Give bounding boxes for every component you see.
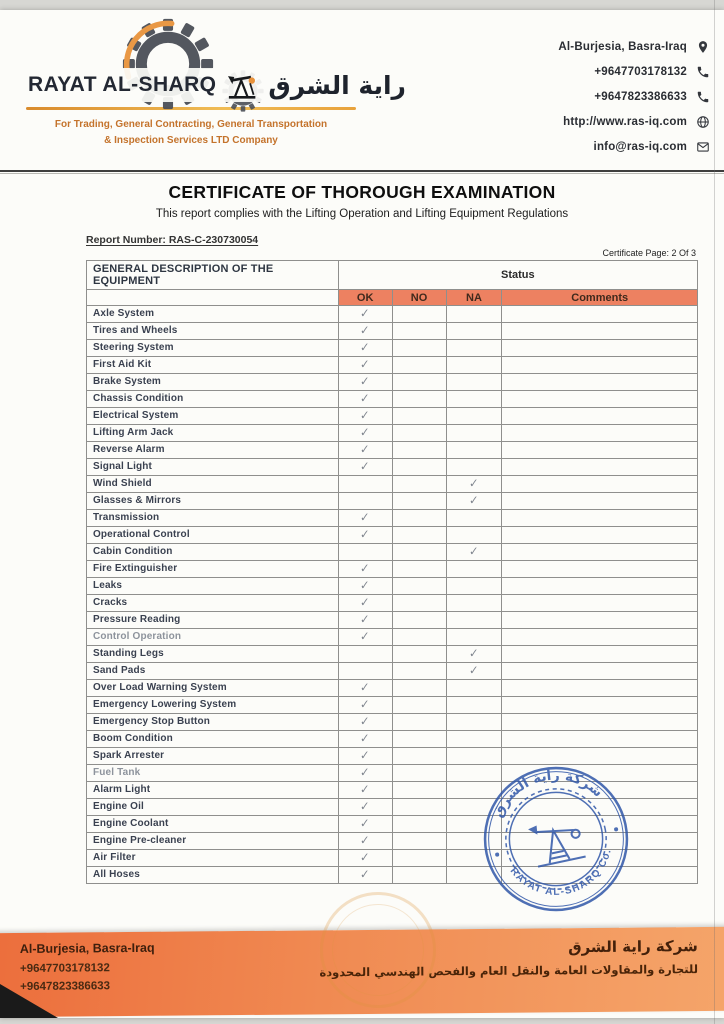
status-cell-no	[392, 595, 446, 612]
checkmark-icon: ✓	[360, 696, 370, 712]
checkmark-icon: ✓	[360, 509, 370, 525]
certificate-subtitle: This report complies with the Lifting Operation and Lifting Equipment Regulations	[155, 208, 569, 220]
phone-icon	[696, 90, 710, 104]
status-cell-no	[392, 629, 446, 646]
status-cell-ok	[338, 578, 392, 595]
checkmark-icon: ✓	[360, 339, 370, 355]
equipment-item-label: First Aid Kit	[87, 357, 339, 374]
equipment-item-label: Axle System	[87, 306, 339, 323]
checkmark-icon: ✓	[360, 424, 370, 440]
equipment-row	[87, 459, 698, 476]
checkmark-icon: ✓	[469, 492, 479, 508]
equipment-item-label: Steering System	[87, 340, 339, 357]
status-cell-comments	[502, 442, 698, 459]
equipment-item-label: Boom Condition	[87, 731, 339, 748]
status-cell-comments	[502, 340, 698, 357]
status-cell-comments	[502, 561, 698, 578]
tagline-line-1: For Trading, General Contracting, General Transportation	[54, 119, 328, 130]
status-cell-comments	[502, 578, 698, 595]
status-cell-ok	[338, 323, 392, 340]
report-number: Report Number: RAS-C-230730054	[86, 234, 259, 246]
equipment-item-label: Emergency Lowering System	[87, 697, 339, 714]
contact-line	[460, 115, 710, 129]
status-cell-ok	[338, 646, 392, 663]
company-name-row	[26, 68, 408, 102]
contact-text: +9647823386633	[594, 91, 687, 103]
status-cell-na	[446, 629, 502, 646]
status-cell-no	[392, 459, 446, 476]
checkmark-icon: ✓	[360, 747, 370, 763]
status-cell-ok	[338, 816, 392, 833]
equipment-item-label: Emergency Stop Button	[87, 714, 339, 731]
column-header-no: NO	[392, 290, 446, 306]
checkmark-icon: ✓	[360, 305, 370, 321]
status-cell-ok	[338, 340, 392, 357]
status-cell-no	[392, 357, 446, 374]
checkmark-icon: ✓	[360, 322, 370, 338]
status-cell-comments	[502, 306, 698, 323]
equipment-item-label: Leaks	[87, 578, 339, 595]
status-cell-no	[392, 442, 446, 459]
equipment-item-label: Engine Oil	[87, 799, 339, 816]
page	[0, 10, 724, 1018]
status-cell-comments	[502, 408, 698, 425]
equipment-item-label: Fire Extinguisher	[87, 561, 339, 578]
status-cell-no	[392, 765, 446, 782]
equipment-row	[87, 493, 698, 510]
phone-icon	[696, 65, 710, 79]
status-cell-no	[392, 850, 446, 867]
status-cell-no	[392, 340, 446, 357]
status-cell-ok	[338, 408, 392, 425]
equipment-row	[87, 340, 698, 357]
status-cell-no	[392, 561, 446, 578]
status-cell-no	[392, 306, 446, 323]
status-cell-na	[446, 595, 502, 612]
checkmark-icon: ✓	[469, 543, 479, 559]
equipment-item-label: Lifting Arm Jack	[87, 425, 339, 442]
status-cell-no	[392, 646, 446, 663]
status-cell-ok	[338, 629, 392, 646]
status-cell-na	[446, 663, 502, 680]
status-cell-ok	[338, 850, 392, 867]
company-name: RAYAT AL-SHARQ	[28, 73, 217, 96]
status-cell-comments	[502, 680, 698, 697]
status-cell-no	[392, 680, 446, 697]
checkmark-icon: ✓	[360, 407, 370, 423]
equipment-item-label: All Hoses	[87, 867, 339, 884]
checkmark-icon: ✓	[360, 866, 370, 882]
status-cell-na	[446, 731, 502, 748]
status-cell-na	[446, 714, 502, 731]
equipment-row	[87, 561, 698, 578]
status-cell-no	[392, 527, 446, 544]
stamp-latin-text: RAYAT AL-SHARQ Co.	[507, 847, 614, 898]
equipment-item-label: Air Filter	[87, 850, 339, 867]
certificate-title: CERTIFICATE OF THOROUGH EXAMINATION	[168, 182, 556, 202]
status-cell-na	[446, 391, 502, 408]
equipment-row	[87, 714, 698, 731]
checkmark-icon: ✓	[469, 662, 479, 678]
table-header-empty-cell	[87, 290, 339, 306]
status-cell-comments	[502, 493, 698, 510]
pumpjack-icon	[225, 70, 261, 100]
status-cell-no	[392, 323, 446, 340]
status-cell-comments	[502, 374, 698, 391]
status-cell-comments	[502, 357, 698, 374]
checkmark-icon: ✓	[360, 594, 370, 610]
equipment-item-label: Reverse Alarm	[87, 442, 339, 459]
status-cell-ok	[338, 561, 392, 578]
checkmark-icon: ✓	[360, 458, 370, 474]
equipment-row	[87, 442, 698, 459]
company-stamp	[466, 749, 646, 929]
globe-icon	[696, 115, 710, 129]
scan-edge-artifact	[714, 0, 715, 1024]
status-cell-ok	[338, 782, 392, 799]
equipment-row	[87, 527, 698, 544]
footer-address: Al-Burjesia, Basra-Iraq	[19, 940, 155, 956]
table-header-row-2	[87, 290, 698, 306]
status-cell-no	[392, 544, 446, 561]
checkmark-icon: ✓	[360, 764, 370, 780]
equipment-row	[87, 578, 698, 595]
status-cell-na	[446, 459, 502, 476]
contact-text: http://www.ras-iq.com	[563, 116, 687, 128]
equipment-row	[87, 731, 698, 748]
status-cell-ok	[338, 612, 392, 629]
status-cell-na	[446, 510, 502, 527]
contact-line	[460, 90, 710, 104]
equipment-item-label: Over Load Warning System	[87, 680, 339, 697]
contact-text: Al-Burjesia, Basra-Iraq	[558, 41, 687, 53]
company-logo	[26, 26, 406, 148]
certificate-page: Certificate Page: 2 Of 3	[602, 248, 696, 258]
footer-company-arabic: شركة راية الشرق	[568, 937, 698, 957]
status-cell-ok	[338, 867, 392, 884]
status-cell-no	[392, 408, 446, 425]
checkmark-icon: ✓	[360, 441, 370, 457]
status-cell-na	[446, 544, 502, 561]
status-cell-ok	[338, 595, 392, 612]
checkmark-icon: ✓	[360, 832, 370, 848]
status-cell-na	[446, 408, 502, 425]
footer-description-arabic: للتجارة والمقاولات العامة والنقل العام والفحص الهندسي المحدودة	[319, 962, 699, 980]
status-cell-comments	[502, 714, 698, 731]
equipment-row	[87, 425, 698, 442]
footer-phone-2: +9647823386633	[20, 980, 111, 994]
equipment-row	[87, 510, 698, 527]
status-cell-no	[392, 816, 446, 833]
envelope-icon	[696, 140, 710, 154]
status-cell-comments	[502, 629, 698, 646]
status-cell-na	[446, 493, 502, 510]
equipment-item-label: Pressure Reading	[87, 612, 339, 629]
status-cell-no	[392, 612, 446, 629]
status-cell-comments	[502, 391, 698, 408]
checkmark-icon: ✓	[360, 526, 370, 542]
status-cell-ok	[338, 799, 392, 816]
checkmark-icon: ✓	[360, 730, 370, 746]
status-cell-comments	[502, 425, 698, 442]
status-cell-no	[392, 714, 446, 731]
equipment-row	[87, 612, 698, 629]
status-cell-ok	[338, 731, 392, 748]
equipment-item-label: Cracks	[87, 595, 339, 612]
status-cell-na	[446, 442, 502, 459]
equipment-item-label: Brake System	[87, 374, 339, 391]
status-cell-na	[446, 680, 502, 697]
status-cell-ok	[338, 663, 392, 680]
equipment-item-label: Transmission	[87, 510, 339, 527]
status-cell-na	[446, 323, 502, 340]
checkmark-icon: ✓	[360, 713, 370, 729]
equipment-item-label: Glasses & Mirrors	[87, 493, 339, 510]
equipment-row	[87, 646, 698, 663]
equipment-row	[87, 408, 698, 425]
status-cell-no	[392, 493, 446, 510]
status-cell-no	[392, 731, 446, 748]
equipment-item-label: Operational Control	[87, 527, 339, 544]
status-cell-comments	[502, 663, 698, 680]
equipment-item-label: Engine Pre-cleaner	[87, 833, 339, 850]
contact-line	[460, 65, 710, 79]
equipment-item-label: Fuel Tank	[87, 765, 339, 782]
checkmark-icon: ✓	[360, 577, 370, 593]
page-corner-shadow	[0, 984, 58, 1018]
equipment-row	[87, 697, 698, 714]
contact-text: +9647703178132	[594, 66, 687, 78]
equipment-row	[87, 629, 698, 646]
checkmark-icon: ✓	[360, 611, 370, 627]
location-pin-icon	[696, 40, 710, 54]
equipment-row	[87, 374, 698, 391]
status-cell-no	[392, 697, 446, 714]
status-cell-ok	[338, 527, 392, 544]
status-cell-comments	[502, 527, 698, 544]
status-cell-comments	[502, 697, 698, 714]
stamp-arabic-text: شركة راية الشرق	[489, 767, 606, 820]
status-cell-ok	[338, 833, 392, 850]
column-header-comments: Comments	[502, 290, 698, 306]
checkmark-icon: ✓	[360, 373, 370, 389]
status-cell-ok	[338, 425, 392, 442]
status-cell-ok	[338, 748, 392, 765]
status-cell-no	[392, 867, 446, 884]
company-name-arabic: راية الشرق	[268, 70, 406, 100]
equipment-row	[87, 595, 698, 612]
equipment-row	[87, 391, 698, 408]
checkmark-icon: ✓	[360, 679, 370, 695]
status-cell-na	[446, 578, 502, 595]
status-cell-comments	[502, 510, 698, 527]
checkmark-icon: ✓	[360, 390, 370, 406]
status-cell-na	[446, 476, 502, 493]
status-cell-no	[392, 425, 446, 442]
equipment-item-label: Sand Pads	[87, 663, 339, 680]
status-cell-no	[392, 799, 446, 816]
equipment-item-label: Chassis Condition	[87, 391, 339, 408]
status-cell-na	[446, 306, 502, 323]
equipment-item-label: Wind Shield	[87, 476, 339, 493]
status-cell-comments	[502, 595, 698, 612]
status-cell-na	[446, 374, 502, 391]
title-block	[0, 182, 724, 220]
status-cell-ok	[338, 442, 392, 459]
status-cell-ok	[338, 714, 392, 731]
status-cell-comments	[502, 731, 698, 748]
status-cell-no	[392, 833, 446, 850]
status-cell-no	[392, 391, 446, 408]
status-cell-no	[392, 748, 446, 765]
table-header-description: GENERAL DESCRIPTION OF THE EQUIPMENT	[87, 261, 339, 290]
status-cell-ok	[338, 765, 392, 782]
equipment-row	[87, 663, 698, 680]
equipment-item-label: Electrical System	[87, 408, 339, 425]
status-cell-comments	[502, 476, 698, 493]
contact-line	[460, 40, 710, 54]
status-cell-no	[392, 578, 446, 595]
status-cell-na	[446, 612, 502, 629]
equipment-item-label: Control Operation	[87, 629, 339, 646]
status-cell-na	[446, 561, 502, 578]
contact-line	[460, 140, 710, 154]
checkmark-icon: ✓	[360, 849, 370, 865]
equipment-item-label: Alarm Light	[87, 782, 339, 799]
status-cell-ok	[338, 544, 392, 561]
status-cell-ok	[338, 680, 392, 697]
checkmark-icon: ✓	[360, 798, 370, 814]
contact-text: info@ras-iq.com	[593, 141, 687, 153]
table-header-status: Status	[338, 261, 697, 290]
checkmark-icon: ✓	[360, 815, 370, 831]
faint-stamp-impression	[320, 892, 436, 1008]
status-cell-comments	[502, 323, 698, 340]
equipment-item-label: Standing Legs	[87, 646, 339, 663]
status-cell-comments	[502, 612, 698, 629]
equipment-item-label: Signal Light	[87, 459, 339, 476]
checkmark-icon: ✓	[360, 781, 370, 797]
checkmark-icon: ✓	[360, 356, 370, 372]
footer-phone-1: +9647703178132	[19, 962, 110, 975]
company-tagline	[26, 117, 356, 148]
status-cell-comments	[502, 459, 698, 476]
status-cell-ok	[338, 493, 392, 510]
equipment-row	[87, 357, 698, 374]
equipment-row	[87, 323, 698, 340]
status-cell-ok	[338, 510, 392, 527]
equipment-row	[87, 544, 698, 561]
status-cell-ok	[338, 459, 392, 476]
status-cell-no	[392, 782, 446, 799]
equipment-row	[87, 476, 698, 493]
contact-list	[460, 40, 710, 154]
column-header-ok: OK	[338, 290, 392, 306]
header-divider	[0, 170, 724, 174]
checkmark-icon: ✓	[469, 475, 479, 491]
equipment-row	[87, 306, 698, 323]
status-cell-no	[392, 374, 446, 391]
status-cell-na	[446, 748, 502, 765]
status-cell-ok	[338, 306, 392, 323]
status-cell-comments	[502, 544, 698, 561]
checkmark-icon: ✓	[469, 645, 479, 661]
status-cell-ok	[338, 374, 392, 391]
table-header-row-1	[87, 261, 698, 290]
status-cell-na	[446, 697, 502, 714]
status-cell-na	[446, 527, 502, 544]
status-cell-ok	[338, 357, 392, 374]
status-cell-na	[446, 357, 502, 374]
tagline-line-2: & Inspection Services LTD Company	[104, 134, 278, 146]
stamp-pumpjack-icon	[528, 817, 586, 867]
status-cell-ok	[338, 697, 392, 714]
status-cell-na	[446, 340, 502, 357]
status-cell-no	[392, 510, 446, 527]
status-cell-ok	[338, 391, 392, 408]
status-cell-na	[446, 646, 502, 663]
status-cell-no	[392, 663, 446, 680]
equipment-item-label: Tires and Wheels	[87, 323, 339, 340]
status-cell-ok	[338, 476, 392, 493]
checkmark-icon: ✓	[360, 628, 370, 644]
equipment-item-label: Cabin Condition	[87, 544, 339, 561]
equipment-item-label: Spark Arrester	[87, 748, 339, 765]
status-cell-comments	[502, 646, 698, 663]
checkmark-icon: ✓	[360, 560, 370, 576]
status-cell-no	[392, 476, 446, 493]
status-cell-na	[446, 425, 502, 442]
column-header-na: NA	[446, 290, 502, 306]
report-meta	[86, 232, 698, 258]
equipment-item-label: Engine Coolant	[87, 816, 339, 833]
equipment-row	[87, 680, 698, 697]
